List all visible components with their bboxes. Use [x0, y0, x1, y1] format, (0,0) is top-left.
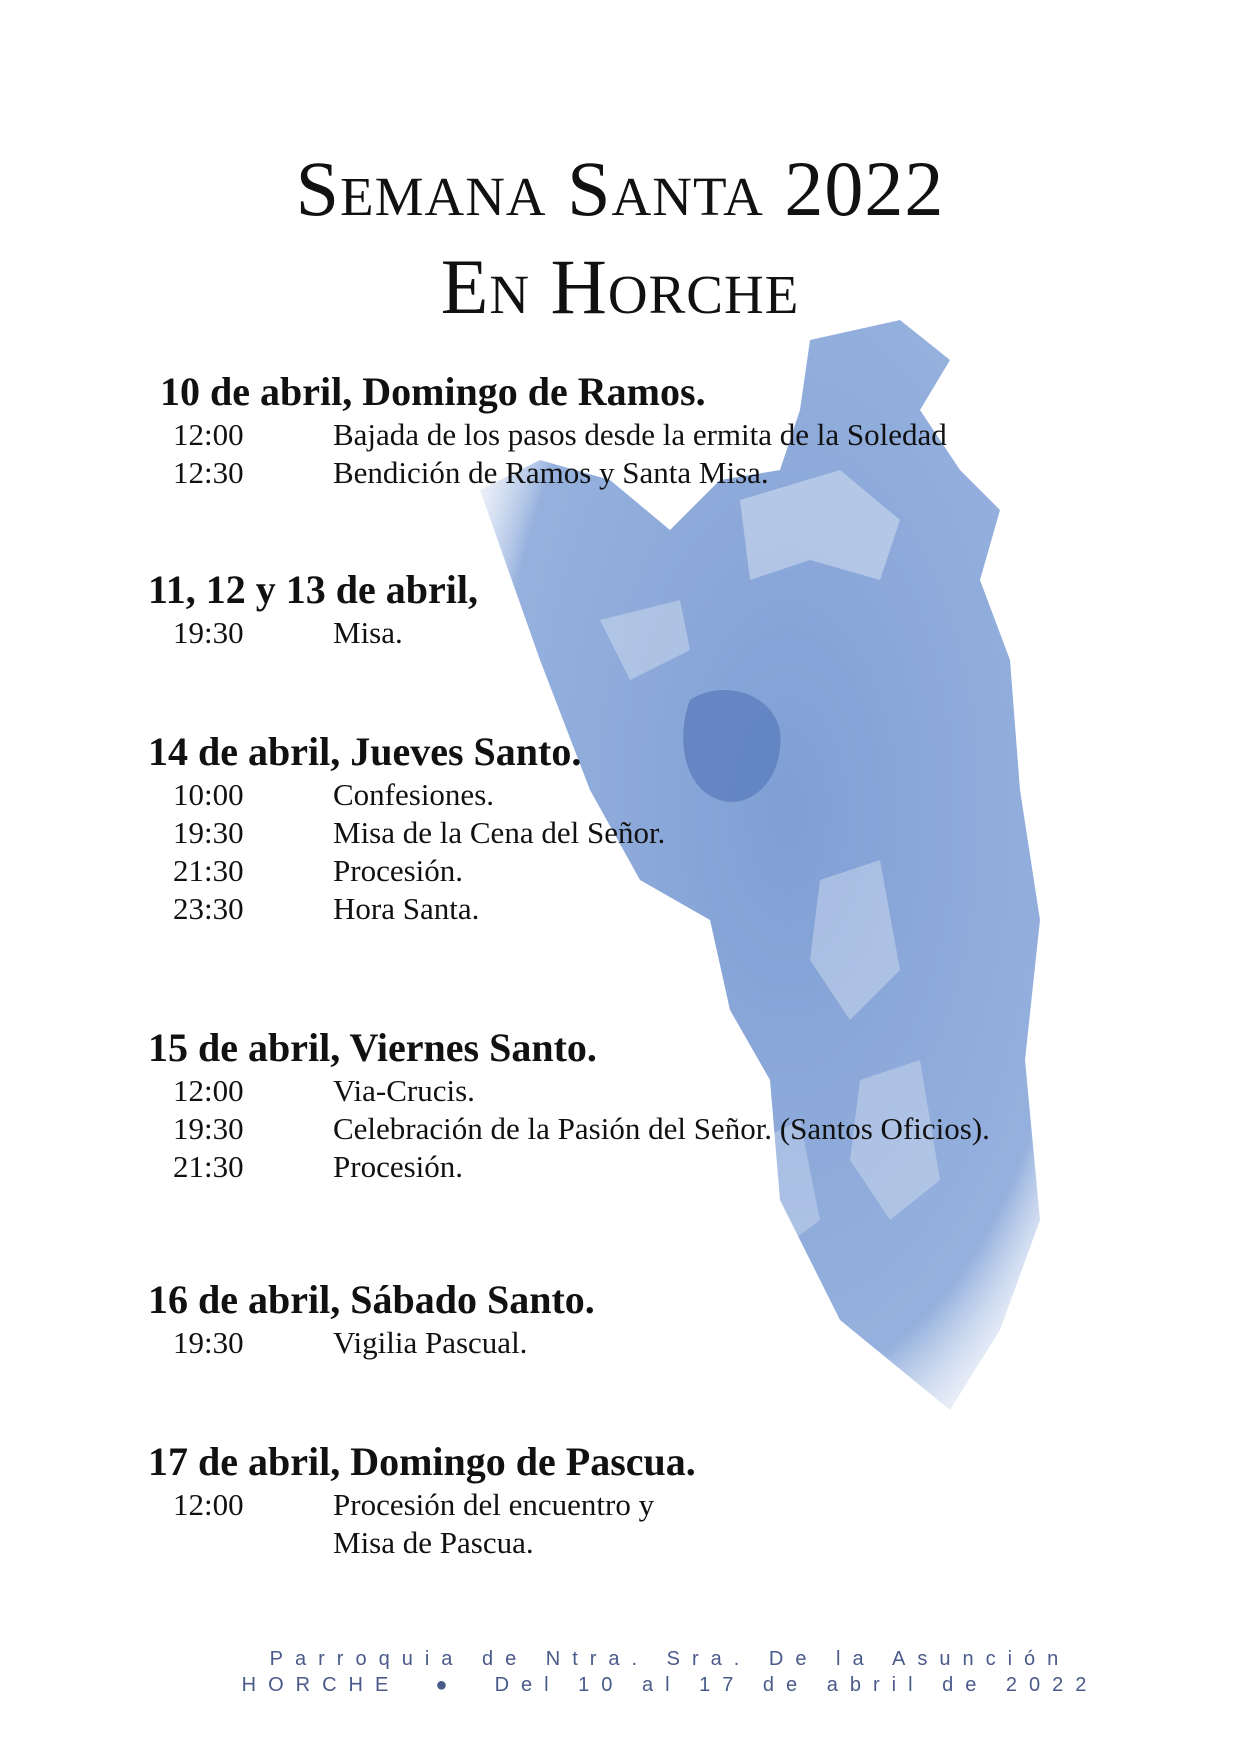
page-title: Semana Santa 2022 [295, 145, 945, 232]
event-time: 12:30 [173, 455, 244, 490]
event-row [148, 1110, 990, 1148]
event-description: Misa de Pascua. [333, 1525, 534, 1560]
event-description: Misa. [333, 615, 403, 650]
event-description: Celebración de la Pasión del Señor. (Santos Oficios). [333, 1111, 990, 1146]
event-time: 12:00 [173, 417, 244, 452]
event-time: 21:30 [173, 1149, 244, 1184]
event-description: Hora Santa. [333, 891, 480, 926]
event-time: 19:30 [173, 1111, 244, 1146]
day-section [148, 368, 947, 492]
event-description: Bajada de los pasos desde la ermita de la Soledad [333, 417, 947, 452]
footer-parish: Parroquia de Ntra. Sra. De la Asunción [269, 1648, 1071, 1670]
event-time: 19:30 [173, 815, 244, 850]
day-heading: 15 de abril, Viernes Santo. [148, 1025, 597, 1070]
event-time: 12:00 [173, 1073, 244, 1108]
event-row [148, 614, 478, 652]
event-description: Bendición de Ramos y Santa Misa. [333, 455, 769, 490]
event-row [148, 416, 947, 454]
event-row [148, 1324, 595, 1362]
event-description: Procesión del encuentro y [333, 1487, 655, 1522]
day-heading: 17 de abril, Domingo de Pascua. [148, 1439, 696, 1484]
event-time: 12:00 [173, 1487, 244, 1522]
event-time: 23:30 [173, 891, 244, 926]
event-row [148, 1072, 597, 1110]
event-row [148, 1486, 696, 1524]
event-time: 21:30 [173, 853, 244, 888]
event-row-continuation [148, 1524, 696, 1562]
event-description: Misa de la Cena del Señor. [333, 815, 666, 850]
event-description: Confesiones. [333, 777, 495, 812]
event-description: Via-Crucis. [333, 1073, 475, 1108]
event-description: Procesión. [333, 853, 464, 888]
day-section [148, 728, 666, 928]
day-heading: 11, 12 y 13 de abril, [148, 567, 479, 612]
event-row [148, 776, 581, 814]
day-section [148, 1276, 595, 1362]
day-heading: 10 de abril, Domingo de Ramos. [160, 369, 706, 414]
event-row [148, 890, 581, 928]
event-row [148, 1148, 597, 1186]
event-time: 19:30 [173, 615, 244, 650]
event-row [148, 852, 581, 890]
day-section [148, 566, 478, 652]
event-description: Procesión. [333, 1149, 464, 1184]
day-heading: 14 de abril, Jueves Santo. [148, 729, 582, 774]
event-time: 19:30 [173, 1325, 244, 1360]
day-section [148, 1024, 990, 1186]
footer-dates: HORCHE ● Del 10 al 17 de abril de 2022 [241, 1674, 1099, 1696]
page-subtitle: En Horche [440, 243, 800, 330]
day-heading: 16 de abril, Sábado Santo. [148, 1277, 595, 1322]
event-time: 10:00 [173, 777, 244, 812]
event-description: Vigilia Pascual. [333, 1325, 528, 1360]
day-section [148, 1438, 696, 1562]
event-row [148, 454, 769, 492]
event-row [148, 814, 666, 852]
